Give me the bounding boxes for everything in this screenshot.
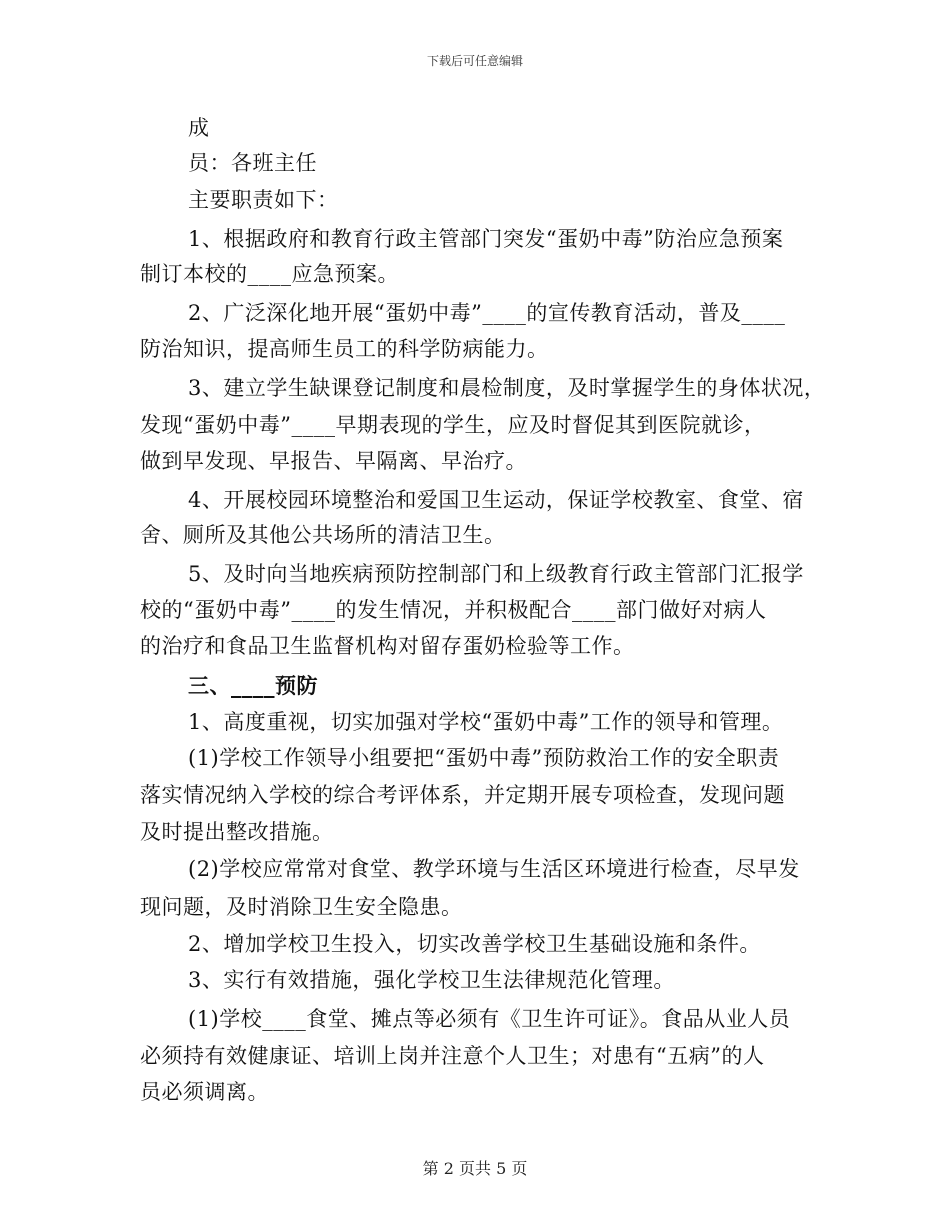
text-line: 1、根据政府和教育行政主管部门突发“蛋奶中毒”防治应急预案 bbox=[188, 227, 784, 251]
text-line: 2、广泛深化地开展“蛋奶中毒”____的宣传教育活动，普及____ bbox=[188, 301, 786, 325]
text-line: 制订本校的____应急预案。 bbox=[140, 262, 399, 286]
text-line: 防治知识，提高师生员工的科学防病能力。 bbox=[140, 337, 549, 361]
page-header: 下载后可任意编辑 bbox=[426, 54, 523, 68]
text-line: 发现“蛋奶中毒”____早期表现的学生，应及时督促其到医院就诊， bbox=[140, 413, 766, 437]
text-line: 舍、厕所及其他公共场所的清洁卫生。 bbox=[140, 523, 506, 547]
text-line: 3、建立学生缺课登记制度和晨检制度，及时掌握学生的身体状况， bbox=[188, 376, 826, 400]
text-line: 现问题，及时消除卫生安全隐患。 bbox=[140, 895, 463, 919]
text-line: 5、及时向当地疾病预防控制部门和上级教育行政主管部门汇报学 bbox=[188, 562, 804, 586]
text-line: 4、开展校园环境整治和爱国卫生运动，保证学校教室、食堂、宿 bbox=[188, 488, 804, 512]
text-line: 必须持有效健康证、培训上岗并注意个人卫生；对患有“五病”的人 bbox=[140, 1044, 765, 1068]
text-line: (1)学校工作领导小组要把“蛋奶中毒”预防救治工作的安全职责 bbox=[188, 746, 780, 770]
text-line: 主要职责如下： bbox=[188, 188, 339, 212]
text-line: 员：各班主任 bbox=[188, 151, 317, 175]
text-line: 成 bbox=[188, 116, 210, 140]
text-line: 员必须调离。 bbox=[140, 1080, 269, 1104]
page-footer: 第 2 页共 5 页 bbox=[422, 1159, 528, 1178]
text-line: 及时提出整改措施。 bbox=[140, 820, 334, 844]
text-line: 1、高度重视，切实加强对学校“蛋奶中毒”工作的领导和管理。 bbox=[188, 710, 784, 734]
text-line: 校的“蛋奶中毒”____的发生情况，并积极配合____部门做好对病人 bbox=[140, 598, 767, 622]
text-line: 落实情况纳入学校的综合考评体系，并定期开展专项检查，发现问题 bbox=[140, 783, 785, 807]
text-line: 做到早发现、早报告、早隔离、早治疗。 bbox=[140, 449, 527, 473]
section-heading: 三、____预防 bbox=[188, 673, 318, 698]
text-line: (1)学校____食堂、摊点等必须有《卫生许可证》。食品从业人员 bbox=[188, 1007, 791, 1031]
text-line: 3、实行有效措施，强化学校卫生法律规范化管理。 bbox=[188, 968, 675, 992]
text-line: 的治疗和食品卫生监督机构对留存蛋奶检验等工作。 bbox=[140, 634, 635, 658]
text-line: (2)学校应常常对食堂、教学环境与生活区环境进行检查，尽早发 bbox=[188, 857, 800, 881]
text-line: 2、增加学校卫生投入，切实改善学校卫生基础设施和条件。 bbox=[188, 932, 761, 956]
